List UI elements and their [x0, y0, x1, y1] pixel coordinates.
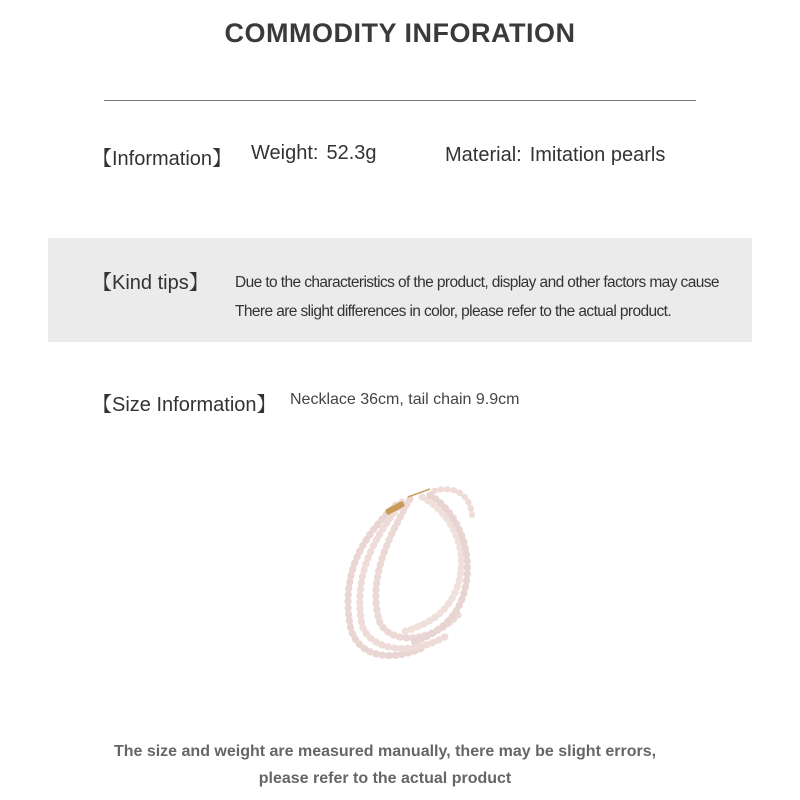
footnote-line-2: please refer to the actual product — [258, 770, 512, 787]
material-field — [445, 144, 665, 167]
weight-field — [251, 142, 377, 165]
kind-tips-text — [235, 268, 719, 326]
material-label: Material: — [445, 144, 522, 166]
kind-tips-line-1: Due to the characteristics of the product, display and other factors may cause — [235, 274, 719, 291]
kind-tips-line-2: There are slight differences in color, please refer to the actual product. — [235, 303, 672, 320]
size-information-text: Necklace 36cm, tail chain 9.9cm — [290, 391, 520, 408]
material-value: Imitation pearls — [529, 144, 666, 166]
weight-value: 52.3g — [326, 142, 377, 164]
footnote — [0, 738, 770, 792]
kind-tips-label: 【Kind tips】 — [92, 272, 209, 294]
information-label: 【Information】 — [92, 148, 233, 170]
size-information-label: 【Size Information】 — [92, 394, 277, 416]
page-title: COMMODITY INFORATION — [224, 18, 576, 48]
weight-label: Weight: — [251, 142, 319, 164]
divider — [104, 100, 696, 101]
pearl-necklace-image — [330, 475, 480, 675]
footnote-line-1: The size and weight are measured manually, there may be slight errors, — [113, 743, 657, 760]
